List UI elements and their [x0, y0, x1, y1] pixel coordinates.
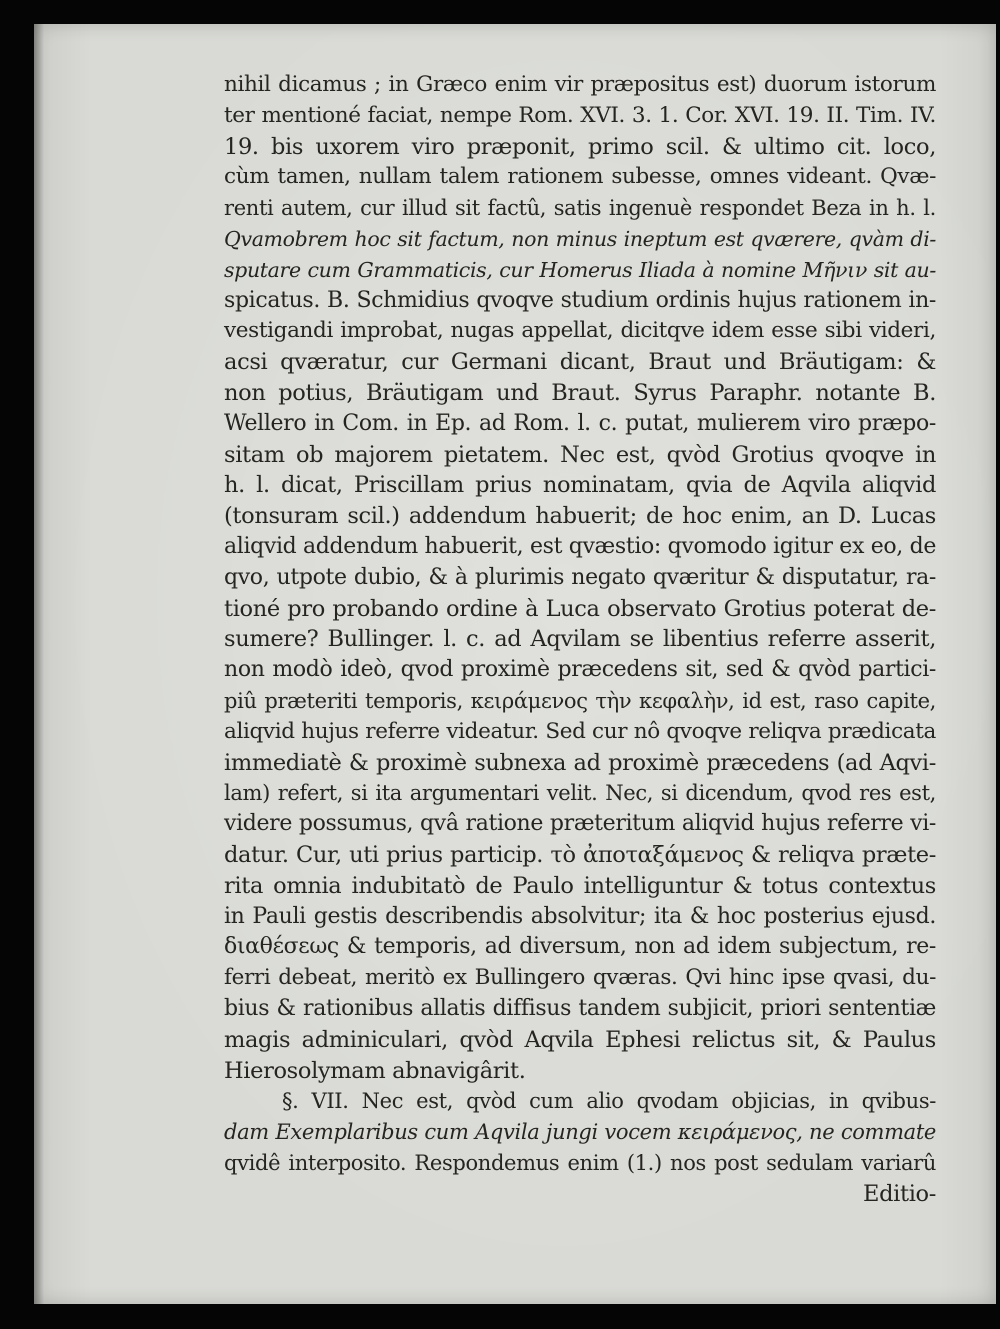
text-line: dam Exemplaribus cum Aqvila jungi vocem κειράμενος, ne commate [224, 1120, 936, 1145]
text-line: aliqvid hujus referre videatur. Sed cur nô qvoqve reliqva prædicata [224, 718, 936, 744]
text-line: immediatè & proximè subnexa ad proximè præcedens (ad Aqvi- [224, 749, 936, 776]
text-line: bius & rationibus allatis diffisus tandem subjicit, priori sententiæ [224, 995, 936, 1021]
text-line: sumere? Bullinger. l. c. ad Aqvilam se libentius referre asserit, [224, 626, 936, 653]
text-line: non potius, Bräutigam und Braut. Syrus Paraphr. notante B. [224, 379, 936, 406]
text-line: h. l. dicat, Priscillam prius nominatam, qvia de Aqvila aliqvid [224, 472, 936, 499]
text-line: tioné pro probando ordine à Luca observato Grotius poterat de- [224, 595, 936, 622]
book-page [34, 24, 996, 1304]
text-line: sitam ob majorem pietatem. Nec est, qvòd Grotius qvoqve in [224, 441, 936, 468]
page-edge-shadow [34, 24, 44, 1304]
text-line: piû præteriti temporis, κειράμενος τὴν κεφαλὴν, id est, raso capite, [224, 688, 936, 713]
text-line: cùm tamen, nullam talem rationem subesse, omnes videant. Qvæ- [224, 164, 936, 190]
text-line: vestigandi improbat, nugas appellat, dicitqve idem esse sibi videri, [224, 318, 936, 344]
text-line: lam) refert, si ita argumentari velit. Nec, si dicendum, qvod res est, [224, 781, 936, 806]
text-line: aliqvid addendum habuerit, est qvæstio: qvomodo igitur ex eo, de [224, 533, 936, 559]
text-line: διαθέσεως & temporis, ad diversum, non ad idem subjectum, re- [224, 934, 936, 960]
text-line: 19. bis uxorem viro præponit, primo scil. & ultimo cit. loco, [224, 133, 936, 160]
text-line: (tonsuram scil.) addendum habuerit; de hoc enim, an D. Lucas [224, 503, 936, 530]
text-line: videre possumus, qvâ ratione præteritum aliqvid hujus referre vi- [224, 811, 936, 837]
text-line: rita omnia indubitatò de Paulo intelliguntur & totus contextus [224, 872, 936, 899]
text-line: acsi qværatur, cur Germani dicant, Braut und Bräutigam: & [224, 349, 936, 376]
text-line: Hierosolymam abnavigârit. [224, 1057, 526, 1084]
catchword: Editio- [863, 1180, 936, 1207]
section-heading-line: §. VII. Nec est, qvòd cum alio qvodam objicias, in qvibus- [282, 1089, 936, 1114]
text-line: sputare cum Grammaticis, cur Homerus Iliada à nomine Μῆνιν sit au- [224, 257, 936, 282]
text-line: qvidê interposito. Respondemus enim (1.) nos post sedulam variarû [224, 1150, 936, 1175]
text-line: Wellero in Com. in Ep. ad Rom. l. c. putat, mulierem viro præpo- [224, 410, 936, 436]
text-line: non modò ideò, qvod proximè præcedens sit, sed & qvòd partici- [224, 657, 936, 683]
text-line: magis adminiculari, qvòd Aqvila Ephesi relictus sit, & Paulus [224, 1026, 936, 1053]
body-text [224, 70, 936, 1209]
text-line: Qvamobrem hoc sit factum, non minus ineptum est qværere, qvàm di- [224, 226, 936, 251]
text-line: renti autem, cur illud sit factû, satis ingenuè respondet Beza in h. l. [224, 196, 936, 221]
text-line: datur. Cur, uti prius particip. τὸ ἀποταξάμενος & reliqva præte- [224, 841, 936, 868]
text-line: qvo, utpote dubio, & à plurimis negato qværitur & disputatur, ra- [224, 564, 936, 590]
text-line: nihil dicamus ; in Græco enim vir præpositus est) duorum istorum [224, 72, 936, 97]
text-line: ter mentioné faciat, nempe Rom. XVI. 3. 1. Cor. XVI. 19. II. Tim. IV. [224, 102, 936, 128]
text-line: in Pauli gestis describendis absolvitur; ita & hoc posterius ejusd. [224, 903, 936, 929]
text-line: ferri debeat, meritò ex Bullingero qværas. Qvi hinc ipse qvasi, du- [224, 965, 936, 991]
text-line: spicatus. B. Schmidius qvoqve studium ordinis hujus rationem in- [224, 287, 936, 313]
